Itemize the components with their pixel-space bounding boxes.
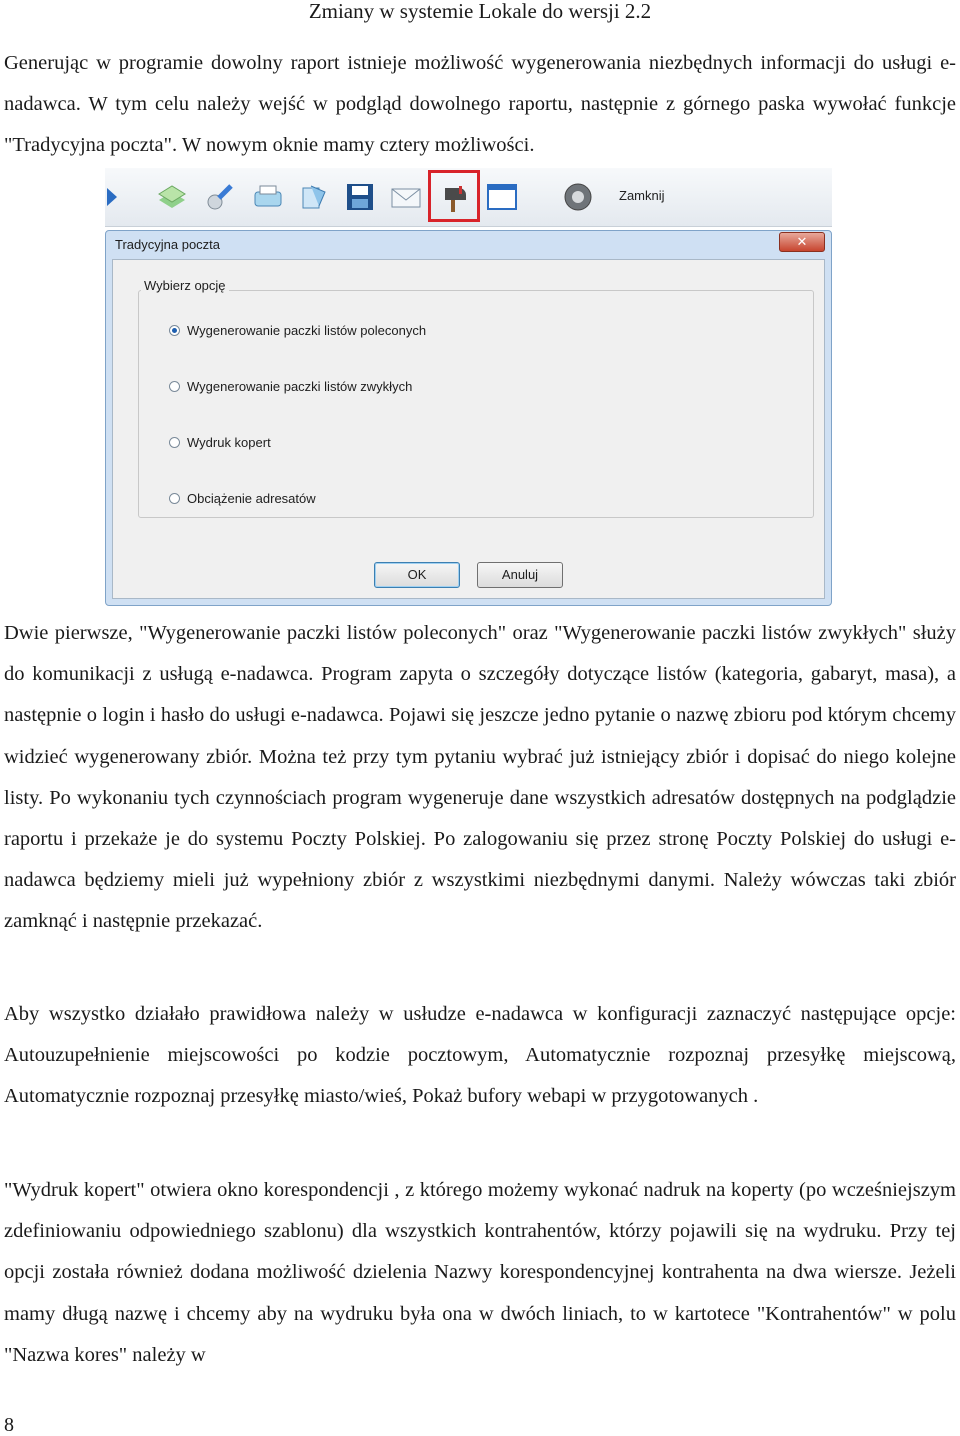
radio-icon[interactable] [169, 381, 180, 392]
paragraph-2: Aby wszystko działało prawidłowa należy w usłudze e-nadawca w konfiguracji zaznaczyć następujące opcje: Autouzupełnienie miejscowości po kodzie pocztowym, Automatycznie rozpoznaj przesyłkę miejscową, Automatycznie rozpoznaj przesyłkę miasto/wieś, Pokaż bufory webapi w przygotowanych . [4, 1003, 956, 1108]
option-ordinary-letters[interactable] [169, 379, 412, 394]
intro-paragraph: Generując w programie dowolny raport istnieje możliwość wygenerowania niezbędnych informacji do usługi e-nadawca. W tym celu należy wejść w podgląd dowolnego raportu, następnie z górnego paska wywołać funkcje "Tradycyjna poczta". W nowym oknie mamy cztery możliwości. [4, 52, 956, 157]
radio-icon[interactable] [169, 493, 180, 504]
option-registered-letters[interactable] [169, 323, 426, 338]
page-number: 8 [4, 1414, 14, 1436]
dialog-tradycyjna-poczta [105, 230, 832, 606]
tools-icon[interactable] [203, 180, 237, 214]
radio-icon[interactable] [169, 325, 180, 336]
toolbar-close-label[interactable]: Zamknij [619, 188, 665, 203]
cancel-button[interactable]: Anuluj [477, 562, 563, 588]
close-circle-icon[interactable] [561, 180, 595, 214]
report-toolbar [105, 168, 832, 227]
mail-icon[interactable] [389, 180, 423, 214]
layers-icon[interactable] [155, 180, 189, 214]
ok-button[interactable]: OK [374, 562, 460, 588]
window-icon[interactable] [485, 180, 519, 214]
dialog-close-button[interactable]: ✕ [779, 232, 825, 252]
highlight-box [428, 170, 480, 222]
paragraph-1: Dwie pierwsze, "Wygenerowanie paczki listów poleconych" oraz "Wygenerowanie paczki listów zwykłych" służy do komunikacji z usługą e-nadawca. Program zapyta o szczegóły dotyczące listów (kategoria, gabaryt, masa), a następnie o login i hasło do usługi e-nadawca. Pojawi się jeszcze jedno pytanie o nazwę zbioru pod którym chcemy widzieć wygenerowany zbiór. Można też przy tym pytaniu wybrać już istniejący zbiór i dopisać do niego kolejne listy. Po wykonaniu tych czynnościach program wygeneruje dane wszystkich adresatów dostępnych na podglądzie raportu i przekaże je do systemu Poczty Polskiej. Po zalogowaniu się przez stronę Poczty Polskiej do usługi e-nadawca będziemy mieli już wypełniony zbiór z wszystkimi niezbędnymi danymi. Należy wówczas taki zbiór zamknąć i następnie przekazać. [4, 622, 956, 933]
option-label: Wydruk kopert [187, 435, 271, 450]
option-label: Wygenerowanie paczki listów zwykłych [187, 379, 413, 394]
dialog-title: Tradycyjna poczta [115, 237, 221, 252]
export-icon[interactable] [297, 180, 331, 214]
save-icon[interactable] [343, 180, 377, 214]
option-label: Obciążenie adresatów [187, 491, 316, 506]
print-icon[interactable] [251, 180, 285, 214]
option-label: Wygenerowanie paczki listów poleconych [187, 323, 427, 338]
group-label: Wybierz opcję [141, 278, 229, 293]
arrow-right-icon[interactable] [105, 180, 119, 214]
option-charge-recipients[interactable] [169, 491, 316, 506]
paragraph-3: "Wydruk kopert" otwiera okno korespondencji , z którego możemy wykonać nadruk na koperty (po wcześniejszym zdefiniowaniu odpowiedniego szablonu) dla wszystkich kontrahentów, którzy pojawili się na wydruku. Przy tej opcji została również dodana możliwość dzielenia Nazwy korespondencyjnej kontrahenta na dwa wiersze. Jeżeli mamy długą nazwę i chcemy aby na wydruku była ona w dwóch liniach, to w kartotece "Kontrahentów" w polu "Nazwa kores" należy w [4, 1179, 956, 1366]
option-envelope-print[interactable] [169, 435, 271, 450]
dialog-body [112, 259, 825, 599]
options-group [138, 290, 814, 518]
radio-icon[interactable] [169, 437, 180, 448]
page-header: Zmiany w systemie Lokale do wersji 2.2 [308, 0, 652, 23]
screenshot [105, 168, 832, 606]
